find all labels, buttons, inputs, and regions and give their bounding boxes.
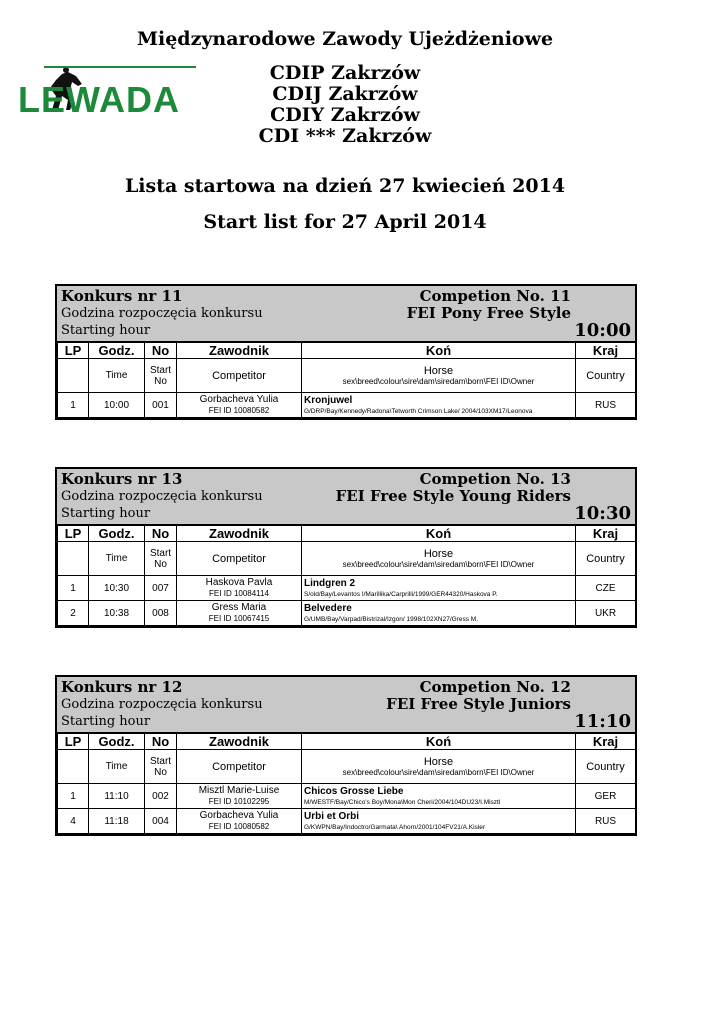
col-country: Country — [576, 750, 636, 784]
table-row: 4 11:18 004 Gorbacheva Yulia FEI ID 10080582 Urbi et Orbi G/KWPN/Bay/Indoctro/Garmata\ Ahorn/2001/104FV21/A.Kisler RUS — [58, 809, 636, 834]
col-competitor: Competitor — [177, 750, 302, 784]
col-time: Time — [89, 542, 145, 576]
col-start-no: Start No — [145, 359, 177, 393]
col-kon: Koń — [302, 734, 576, 750]
col-kon: Koń — [302, 343, 576, 359]
start-time: 10:00 — [574, 320, 631, 341]
table-row: 2 10:38 008 Gress Maria FEI ID 10067415 Belvedere G/UMB/Bay/Varpad/Bistrizal/Izgon/ 1998/102XN27/Gress M. UKR — [58, 601, 636, 626]
col-zawodnik: Zawodnik — [177, 734, 302, 750]
col-zawodnik: Zawodnik — [177, 526, 302, 542]
col-country: Country — [576, 359, 636, 393]
list-title-en: Start list for 27 April 2014 — [203, 211, 487, 233]
competition-name: FEI Pony Free Style — [406, 304, 571, 322]
col-horse: Horse sex\breed\colour\sire\dam\siredam\born\FEI ID\Owner — [302, 750, 576, 784]
start-hour-label-pl: Godzina rozpoczęcia konkursu — [61, 489, 263, 504]
start-list-table — [57, 525, 636, 626]
logo-text: LEWADA — [18, 79, 180, 120]
event-item: CDIY Zakrzów — [270, 104, 420, 126]
table-row: 1 10:30 007 Haskova Pavla FEI ID 10084114 Lindgren 2 S/old/Bay/Levantos I/Marillika/Carprilli/1999/GER44320/Haskova P. CZE — [58, 576, 636, 601]
start-hour-label-en: Starting hour — [61, 323, 151, 338]
start-hour-label-pl: Godzina rozpoczęcia konkursu — [61, 697, 263, 712]
start-hour-label-en: Starting hour — [61, 714, 151, 729]
start-time: 10:30 — [574, 503, 631, 524]
col-no: No — [145, 734, 177, 750]
competition-block — [55, 467, 637, 628]
competition-header — [57, 677, 635, 733]
start-hour-label-en: Starting hour — [61, 506, 151, 521]
col-competitor: Competitor — [177, 542, 302, 576]
col-time: Time — [89, 359, 145, 393]
lewada-logo — [18, 66, 196, 118]
col-no: No — [145, 343, 177, 359]
competition-block — [55, 675, 637, 836]
col-start-no: Start No — [145, 750, 177, 784]
col-horse: Horse sex\breed\colour\sire\dam\siredam\born\FEI ID\Owner — [302, 359, 576, 393]
competition-number: Competion No. 11 — [419, 287, 571, 305]
col-kraj: Kraj — [576, 526, 636, 542]
competition-name: FEI Free Style Young Riders — [335, 487, 571, 505]
col-lp: LP — [58, 526, 89, 542]
col-kraj: Kraj — [576, 734, 636, 750]
konkurs-label: Konkurs nr 11 — [61, 287, 183, 305]
table-row: 1 11:10 002 Misztl Marie-Luise FEI ID 10102295 Chicos Grosse Liebe M/WESTF/Bay/Chico's Boy/Mona\Mon Cheri/2004/104DU23/I.Misztl GER — [58, 784, 636, 809]
col-lp: LP — [58, 343, 89, 359]
competition-name: FEI Free Style Juniors — [386, 695, 571, 713]
competition-number: Competion No. 13 — [419, 470, 571, 488]
start-list-table — [57, 733, 636, 834]
col-kon: Koń — [302, 526, 576, 542]
col-country: Country — [576, 542, 636, 576]
event-list — [200, 63, 490, 147]
competition-header — [57, 286, 635, 342]
event-item: CDI *** Zakrzów — [258, 125, 432, 147]
event-item: CDIP Zakrzów — [269, 62, 421, 84]
col-kraj: Kraj — [576, 343, 636, 359]
col-time: Time — [89, 750, 145, 784]
col-zawodnik: Zawodnik — [177, 343, 302, 359]
start-time: 11:10 — [574, 711, 631, 732]
competition-header — [57, 469, 635, 525]
logo-line — [44, 66, 196, 68]
start-hour-label-pl: Godzina rozpoczęcia konkursu — [61, 306, 263, 321]
col-competitor: Competitor — [177, 359, 302, 393]
event-item: CDIJ Zakrzów — [272, 83, 418, 105]
col-godz: Godz. — [89, 343, 145, 359]
col-lp: LP — [58, 734, 89, 750]
col-godz: Godz. — [89, 734, 145, 750]
table-row: 1 10:00 001 Gorbacheva Yulia FEI ID 10080582 Kronjuwel G/DRP/Bay/Kennedy/Radona\Tetworth Crimson Lake/ 2004/103XM17/Leonova RUS — [58, 393, 636, 418]
competition-number: Competion No. 12 — [419, 678, 571, 696]
col-horse: Horse sex\breed\colour\sire\dam\siredam\born\FEI ID\Owner — [302, 542, 576, 576]
konkurs-label: Konkurs nr 12 — [61, 678, 183, 696]
col-no: No — [145, 526, 177, 542]
document-title: Międzynarodowe Zawody Ujeżdżeniowe — [136, 28, 554, 50]
list-title-pl: Lista startowa na dzień 27 kwiecień 2014 — [124, 175, 566, 197]
start-list-table — [57, 342, 636, 418]
competition-block — [55, 284, 637, 420]
konkurs-label: Konkurs nr 13 — [61, 470, 183, 488]
col-start-no: Start No — [145, 542, 177, 576]
col-godz: Godz. — [89, 526, 145, 542]
